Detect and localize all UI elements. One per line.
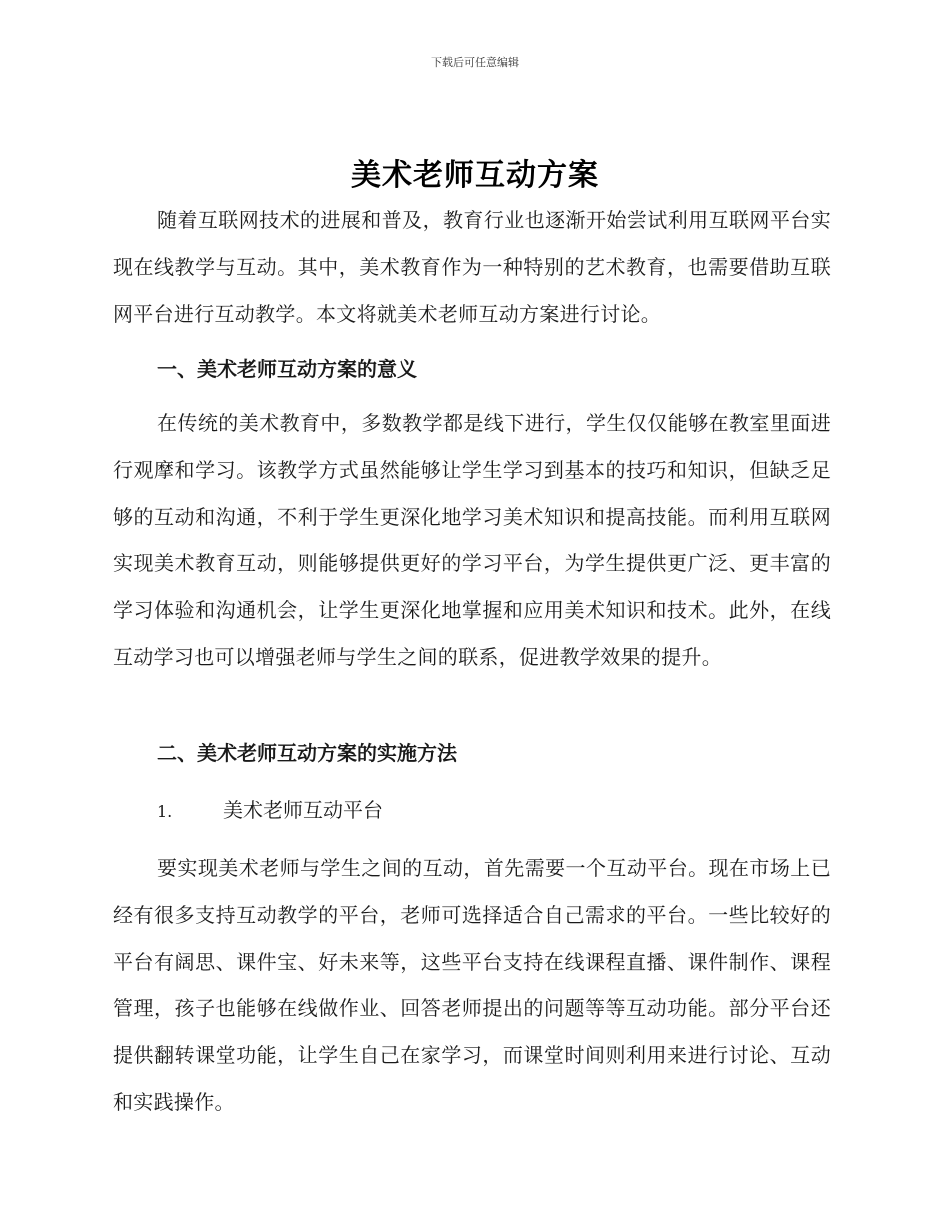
section-2-paragraph: 要实现美术老师与学生之间的互动，首先需要一个互动平台。现在市场上已经有很多支持互动教学的平台，老师可选择适合自己需求的平台。一些比较好的平台有阔思、课件宝、好未来等，这些平台支持在线课程直播、课件制作、课程管理，孩子也能够在线做作业、回答老师提出的问题等等互动功能。部分平台还提供翻转课堂功能，让学生自己在家学习，而课堂时间则利用来进行讨论、互动和实践操作。 bbox=[113, 856, 831, 1114]
section-1-heading: 一、美术老师互动方案的意义 bbox=[157, 357, 417, 381]
intro-paragraph: 随着互联网技术的进展和普及，教育行业也逐渐开始尝试利用互联网平台实现在线教学与互动。其中，美术教育作为一种特别的艺术教育，也需要借助互联网平台进行互动教学。本文将就美术老师互动方案进行讨论。 bbox=[113, 208, 831, 326]
section-1-paragraph: 在传统的美术教育中，多数教学都是线下进行，学生仅仅能够在教室里面进行观摩和学习。该教学方式虽然能够让学生学习到基本的技巧和知识，但缺乏足够的互动和沟通，不利于学生更深化地学习美术知识和提高技能。而利用互联网实现美术教育互动，则能够提供更好的学习平台，为学生提供更广泛、更丰富的学习体验和沟通机会，让学生更深化地掌握和应用美术知识和技术。此外，在线互动学习也可以增强老师与学生之间的联系，促进教学效果的提升。 bbox=[113, 411, 831, 669]
section-2-heading: 二、美术老师互动方案的实施方法 bbox=[157, 741, 457, 765]
document-title: 美术老师互动方案 bbox=[351, 158, 599, 193]
list-item-1 bbox=[157, 795, 857, 827]
list-item-number: 1. bbox=[157, 802, 173, 821]
list-item-label: 美术老师互动平台 bbox=[223, 798, 383, 822]
header-note: 下载后可任意编辑 bbox=[431, 56, 519, 69]
